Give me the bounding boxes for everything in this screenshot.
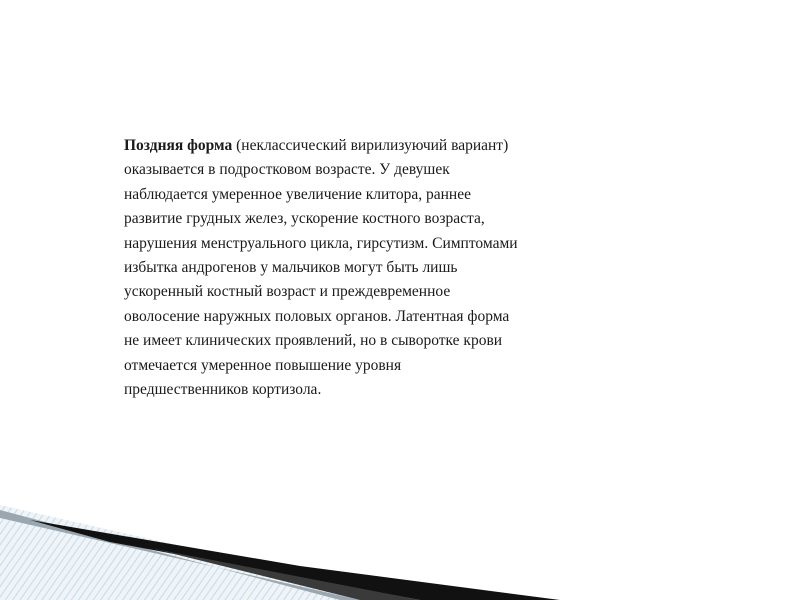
slide-body-text [124,134,644,402]
lead-term: Поздняя форма [124,137,233,154]
body-paragraph: (неклассический вирилизуючий вариант) оказывается в подростковом возрасте. У девушек наблюдается умеренное увеличение клитора, раннее развитие грудных желез, ускорение костного возраста, нарушения менструального цикла, гирсутизм. Симптомами избытка андрогенов у мальчиков могут быть лишь ускоренный костный возраст и преждевременное оволосение наружных половых органов. Латентная форма не имеет клинических проявлений, но в сыворотке крови отмечается умеренное повышение уровня предшественников кортизола. [124,137,518,399]
